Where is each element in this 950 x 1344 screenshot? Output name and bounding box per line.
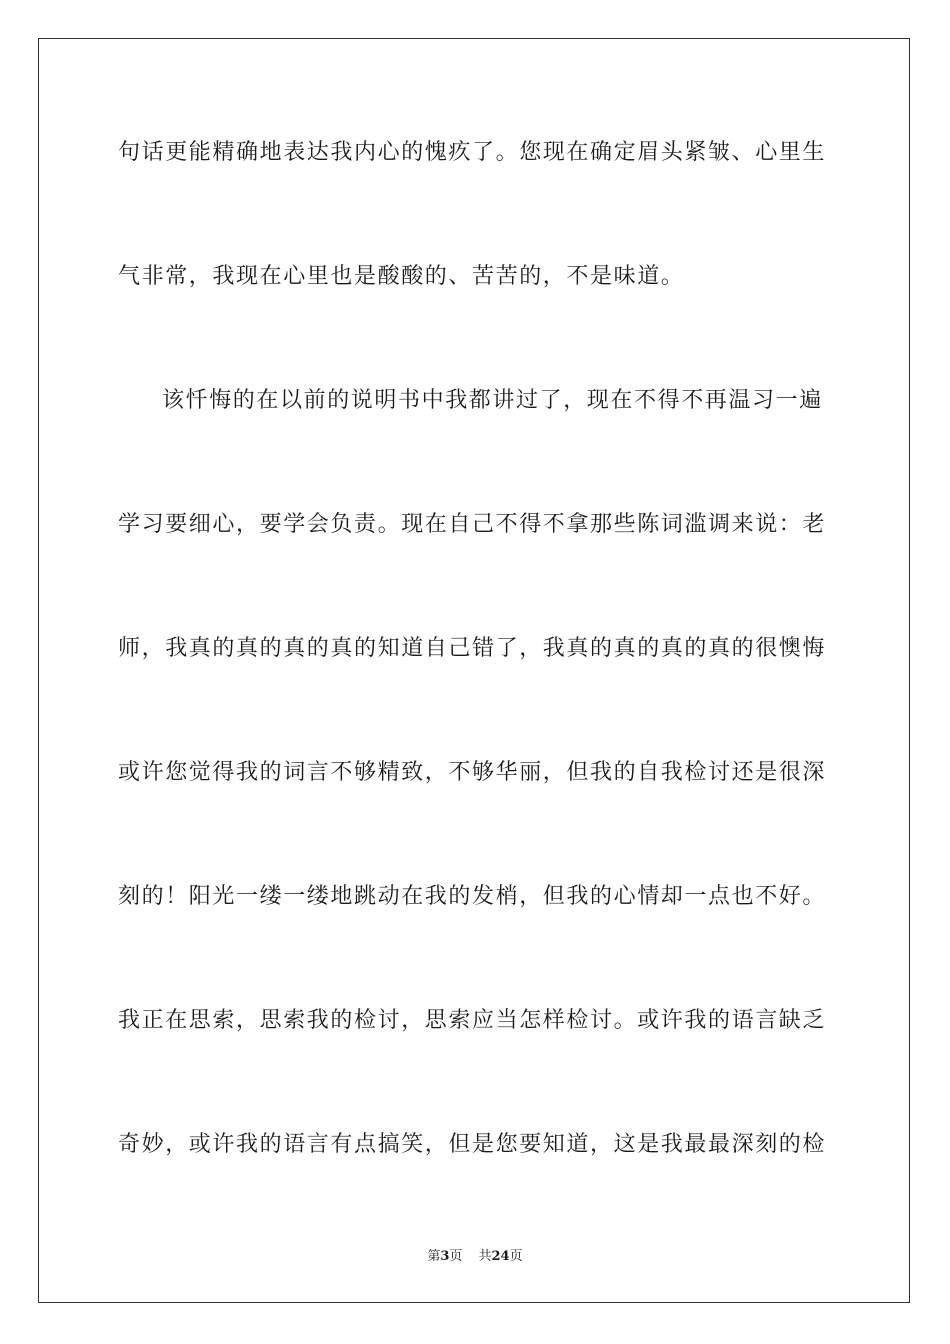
total-suffix: 页 [509, 1249, 523, 1264]
text-line-5: 师，我真的真的真的真的知道自己错了，我真的真的真的真的很懊悔 [118, 636, 827, 661]
page-current: 3 [440, 1249, 450, 1264]
page-total: 24 [491, 1249, 510, 1264]
page-suffix: 页 [449, 1249, 463, 1264]
total-prefix: 共 [478, 1249, 492, 1264]
text-line-3: 该忏悔的在以前的说明书中我都讲过了，现在不得不再温习一遍 [162, 388, 823, 413]
page-footer [0, 1248, 950, 1266]
page-prefix: 第 [427, 1249, 441, 1264]
text-line-9: 奇妙，或许我的语言有点搞笑，但是您要知道，这是我最最深刻的检 [118, 1132, 827, 1157]
text-line-8: 我正在思索，思索我的检讨，思索应当怎样检讨。或许我的语言缺乏 [118, 1008, 827, 1033]
text-line-2: 气非常，我现在心里也是酸酸的、苦苦的，不是味道。 [118, 264, 685, 289]
page-border [38, 38, 910, 1303]
text-line-4: 学习要细心，要学会负责。现在自己不得不拿那些陈词滥调来说：老 [118, 512, 827, 537]
text-line-6: 或许您觉得我的词言不够精致，不够华丽，但我的自我检讨还是很深 [118, 760, 827, 785]
text-line-1: 句话更能精确地表达我内心的愧疚了。您现在确定眉头紧皱、心里生 [118, 140, 827, 165]
text-line-7: 刻的！阳光一缕一缕地跳动在我的发梢，但我的心情却一点也不好。 [118, 884, 827, 909]
